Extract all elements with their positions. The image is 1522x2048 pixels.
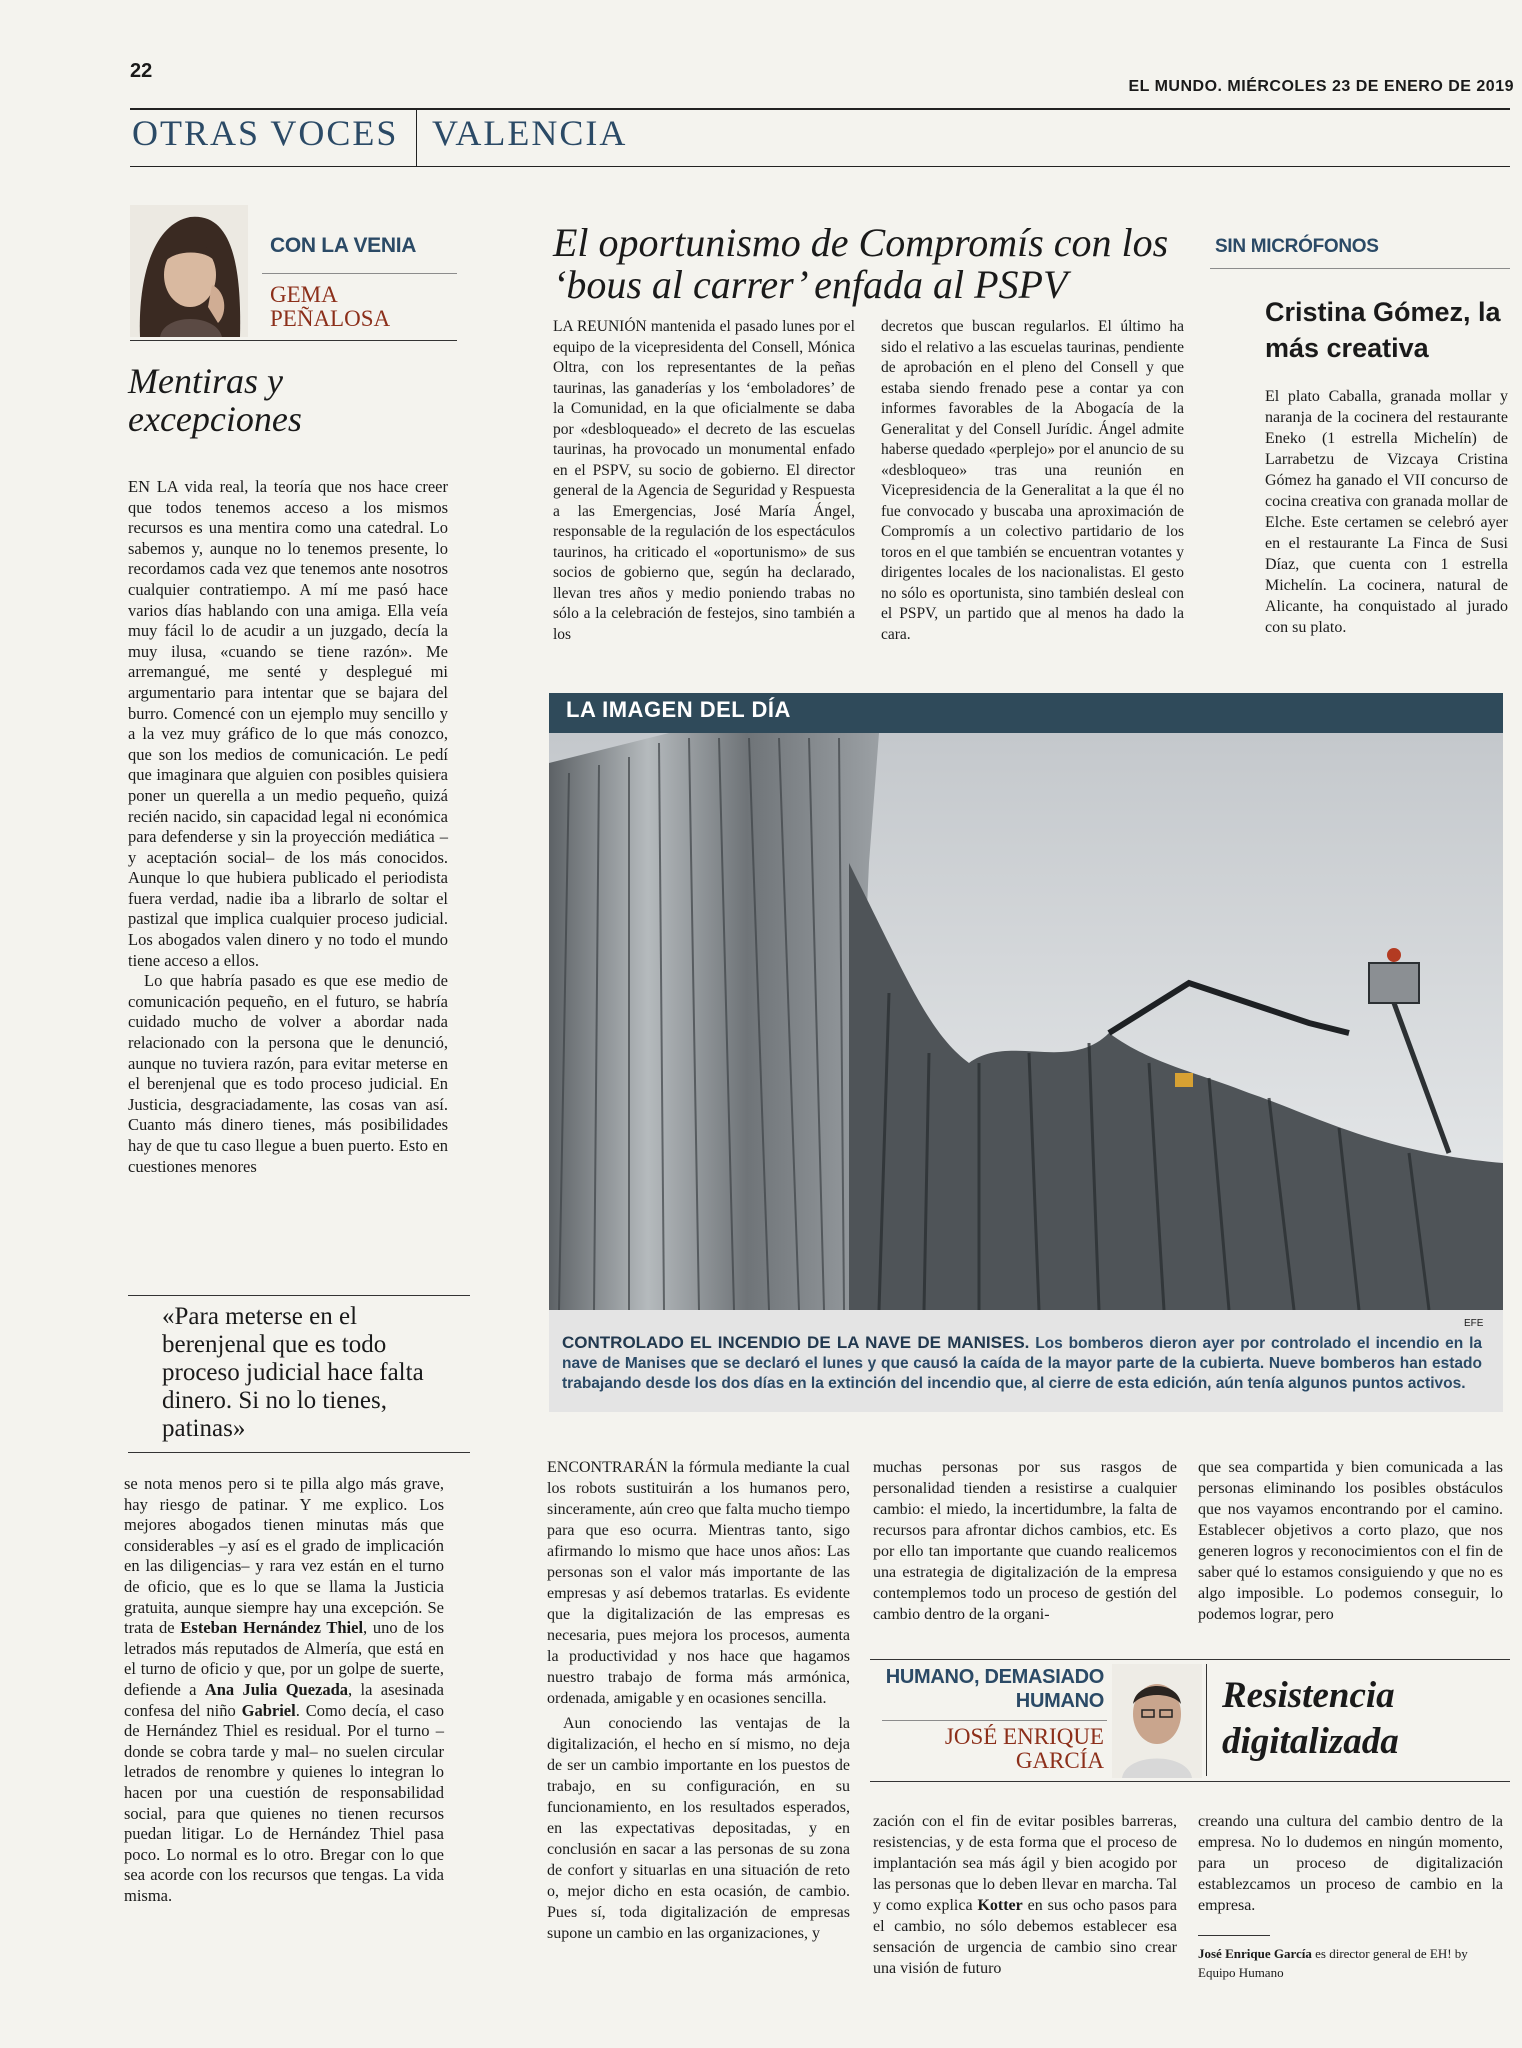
photo-credit: EFE: [1464, 1318, 1484, 1329]
author-photo-gema: [130, 205, 248, 337]
kicker-rule: [262, 273, 457, 274]
main-story-title: El oportunismo de Compromís con los ‘bous al carrer’ enfada al PSPV: [553, 220, 1169, 307]
author-name-gema: [270, 283, 390, 331]
kicker-humano-line2: HUMANO: [1015, 1690, 1104, 1712]
sin-microfonos-body: [1265, 386, 1508, 638]
resistencia-col1: [547, 1457, 850, 1944]
resistencia-paragraph-3: muchas personas por sus rasgos de personalidad tienden a resistirse a cualquier cambio: el miedo, la incertidumbre, la falta de recursos para afrontar dichos cambios, etc. Es por ello tan importante que cuando realicemos una estrategia de digitalización de la empresa contemplemos todo un proceso de gestión del cambio dentro de la organi-: [873, 1459, 1177, 1623]
page-number: 22: [130, 60, 153, 82]
resistencia-header-rule-bottom: [870, 1781, 1510, 1782]
photo-illustration: [549, 733, 1503, 1310]
author-rule: [130, 340, 457, 341]
main-story-paragraph-2: decretos que buscan regularlos. El último ha sido el relativo a las escuelas taurinas, pendiente de aprobación en el pleno del Consell y que estaba siendo frenado pese a contar ya con informes favorables de la Abogacía de la Generalitat y del Consell Jurídic. Ángel admite haberse quedado «perplejo» por el anuncio de su «desbloqueo» tras una reunión en Vicepresidencia de la Generalitat a la que él no fue convocado y buscaba una aproximación de Compromís a un colectivo partidario de los toros en el que también se encuentran votantes y dirigentes locales de los nacionalistas. El gesto no sólo es oportunista, sino también desleal con el PSPV, un partido que al menos ha dado la cara.: [881, 318, 1184, 643]
resistencia-paragraph-6: creando una cultura del cambio dentro de la empresa. No lo dudemos en ningún momento, para un proceso de digitalización establezcamos un proceso de cambio en la empresa.: [1198, 1813, 1503, 1914]
author-name-line1: GEMA: [270, 282, 338, 307]
sin-microfonos-rule: [1210, 268, 1510, 269]
pullquote-rule-bottom: [128, 1452, 470, 1453]
sin-microfonos-title: Cristina Gómez, la más creativa: [1265, 297, 1501, 363]
resistencia-header-divider: [1206, 1664, 1207, 1776]
resistencia-col2-top: [873, 1457, 1177, 1625]
kicker-con-la-venia: CON LA VENIA: [270, 234, 417, 257]
resistencia-col2-bottom: [873, 1811, 1177, 1979]
main-story-paragraph-1: LA REUNIÓN mantenida el pasado lunes por el equipo de la vicepresidenta del Consell, Mónica Oltra, con los representantes de la peñas taurinas, las ganaderías y los ‘emboladores’ de la Comunidad, en la que oficialmente se daba por «desbloqueado» el decreto de las escuelas taurinas, ha provocado un monumental enfado en el PSPV, su socio de gobierno. El director general de la Agencia de Seguridad y Respuesta a las Emergencias, José María Ángel, responsable de la regulación de los espectáculos taurinos, ha criticado el «oportunismo» de sus socios de gobierno que, según ha declarado, llevan tres años y medio poniendo trabas no sólo a la celebración de festejos, sino también a los: [553, 318, 855, 643]
kicker-humano-rule: [882, 1720, 1107, 1721]
resistencia-title: Resistencia digitalizada: [1222, 1675, 1399, 1762]
author-jose-line2: GARCÍA: [1015, 1748, 1104, 1773]
main-story-col2: [881, 317, 1184, 645]
resistencia-text-a: zación con el fin de evitar posibles barreras, resistencias, y de esta forma que el proceso de implantación sea más ágil y bien acogido por las personas que lo deben llevar en marcha. Tal y como explica: [873, 1813, 1177, 1914]
kicker-humano-line1: HUMANO, DEMASIADO: [885, 1666, 1104, 1688]
column-paragraph-2: Lo que habría pasado es que ese medio de comunicación pequeño, en el futuro, se habría cuidado mucho de volver a abordar nada relacionado con la persona que le denunció, aunque no tuviera razón, para evitar meterse en el berenjenal que es todo proceso judicial. En Justicia, desgraciadamente, las cosas van así. Cuanto más dinero tienes, más posibilidades hay de que tu caso llegue a buen puerto. Esto en cuestiones menores: [128, 971, 448, 1176]
photo-caption: [562, 1333, 1482, 1394]
header-rule-bottom: [130, 166, 1510, 167]
author-bio-name: José Enrique García: [1198, 1946, 1312, 1961]
section-divider: [416, 108, 417, 166]
column-body-top: [128, 477, 448, 1177]
photo-caption-head: CONTROLADO EL INCENDIO DE LA NAVE DE MANISES.: [562, 1333, 1030, 1352]
bold-name-kotter: Kotter: [977, 1897, 1023, 1914]
main-story-col1: [553, 317, 855, 645]
resistencia-paragraph-2: Aun conociendo las ventajas de la digitalización, el hecho en sí mismo, no deja de ser un cambio importante en los puestos de trabajo, en su configuración, en su funcionamiento, en los resultados esperados, en las expectativas depositadas, y en conclusión en sacar a las personas de su zona de confort y situarlas en una situación de reto o, mejor dicho en esta ocasión, de cambio. Pues sí, toda digitalización de empresas supone un cambio en las organizaciones, y: [547, 1715, 850, 1942]
kicker-sin-microfonos: SIN MICRÓFONOS: [1215, 236, 1379, 257]
column-text-part4: . Como decía, el caso de Hernández Thiel es residual. Por el turno –donde se cobra tarde y mal– no suelen circular letrados de renombre y quienes lo integran lo hacen por una cuestión de responsabilidad social, para que quienes no tienen recursos puedan litigar. Lo de Hernández Thiel pasa poco. Lo normal es lo otro. Bregar con lo que sea acorde con los recursos que tengas. La vida misma.: [124, 1700, 444, 1905]
section-title-right: VALENCIA: [432, 113, 628, 153]
author-bio-text: es director general de EH! by Equipo Humano: [1198, 1946, 1468, 1980]
kicker-humano: [882, 1665, 1104, 1713]
bold-name-ana-julia: Ana Julia Quezada: [204, 1679, 349, 1699]
photo-caption-body: Los bomberos dieron ayer por controlado el incendio en la nave de Manises que se declaró el lunes y que causó la caída de la mayor parte de la cubierta. Nueve bomberos han estado trabajando desde los dos días en la extinción del incendio que, al cierre de esta edición, aún tenía algunos puntos activos.: [562, 1335, 1482, 1392]
resistencia-paragraph-1: ENCONTRARÁN la fórmula mediante la cual los robots sustituirán a los humanos pero, sinceramente, aún creo que falta mucho tiempo para que eso ocurra. Mientras tanto, sigo afirmando lo mismo que hace unos años: Las personas son el valor más importante de las empresas y así debemos tratarlas. Es evidente que la digitalización de las empresas es necesaria, pues mejora los procesos, aumenta la productividad y nos hace que hagamos nuestro trabajo de forma más armónica, ordenada, amigable y en ocasiones sencilla.: [547, 1459, 850, 1707]
author-name-line2: PEÑALOSA: [270, 306, 391, 331]
bio-rule: [1198, 1935, 1270, 1936]
column-text-part3: , la asesinada confesa del niño: [124, 1679, 444, 1720]
pull-quote: «Para meterse en el berenjenal que es todo proceso judicial hace falta dinero. Si no lo tienes, patinas»: [162, 1303, 424, 1442]
portrait-illustration-2: [1112, 1664, 1202, 1778]
section-title-left: OTRAS VOCES: [132, 113, 399, 153]
column-body-bottom: [124, 1474, 444, 1906]
resistencia-col3-bottom: [1198, 1811, 1503, 1916]
column-text-part2: , uno de los letrados más reputados de Almería, que está en el turno de oficio y que, por un golpe de suerte, defiende a: [124, 1618, 444, 1699]
header-rule-top: [130, 108, 1510, 110]
author-jose-line1: JOSÉ ENRIQUE: [944, 1724, 1104, 1749]
resistencia-paragraph-5: [873, 1811, 1177, 1979]
photo-fire-manises: [549, 733, 1503, 1310]
author-name-jose-enrique: [882, 1725, 1104, 1773]
column-paragraph-3: [124, 1474, 444, 1906]
pullquote-rule-top: [128, 1295, 470, 1296]
column-title-mentiras: Mentiras y excepciones: [128, 361, 302, 439]
portrait-illustration: [130, 205, 248, 337]
column-paragraph-1: EN LA vida real, la teoría que nos hace creer que todos tenemos acceso a los mismos recursos es una mentira como una catedral. Lo sabemos y, aunque no lo tenemos presente, lo recordamos cada vez que tenemos ante nosotros cualquier contratiempo. A mí me pasó hace varios días hablando con una amiga. Ella veía muy fácil lo de acudir a un juzgado, decía la muy ilusa, «cuando se tiene razón». Me arremangué, me senté y desplegué mi argumentario para intentar que se bajara del burro. Comencé con un ejemplo muy sencillo y a la vez muy gráfico de lo que más conozco, que son los medios de comunicación. Le pedí que imaginara que alguien con posibles quisiera poner un querella a un medio pequeño, quizá recién nacido, sin capacidad legal ni económica para defenderse y sin la proyección mediática –y aceptación social– de los más conocidos. Aunque lo que hubiera publicado el periodista fuera verdad, nadie iba a librarlo de soltar el pastizal que implica cualquier proceso judicial. Los abogados valen dinero y no todo el mundo tiene acceso a ellos.: [128, 477, 448, 970]
sin-microfonos-paragraph: El plato Caballa, granada mollar y naranja de la cocinera del restaurante Eneko (1 estrella Michelín) de Larrabetzu de Vizcaya Cristina Gómez ha ganado el VII concurso de cocina creativa con granada mollar de Elche. Este certamen se celebró ayer en el restaurante La Finca de Susi Díaz, que cuenta con 1 estrella Michelín. La cocinera, natural de Alicante, ha conquistado al jurado con su plato.: [1265, 388, 1508, 636]
author-bio: [1198, 1944, 1498, 1982]
resistencia-paragraph-4: que sea compartida y bien comunicada a las personas eliminando los posibles obstáculos que nos vayamos encontrando por el camino. Establecer objetivos a corto plazo, que nos generen logros y reconocimientos con el fin de saber qué lo estamos consiguiendo y que no es algo imposible. Lo podemos conseguir, lo podemos lograr, pero: [1198, 1459, 1503, 1623]
resistencia-text-b: en sus ocho pasos para el cambio, no sólo debemos establecer esa sensación de urgencia de cambio sino crear una visión de futuro: [873, 1897, 1177, 1977]
dateline: EL MUNDO. MIÉRCOLES 23 DE ENERO DE 2019: [1128, 78, 1514, 95]
column-text-part1: se nota menos pero si te pilla algo más grave, hay riesgo de patinar. Y me explico. Los mejores abogados tienen minutas más que considerables –y así es el grado de implicación en las diligencias– y rara vez están en el turno de oficio, que es lo que se llama la Justicia gratuita, aunque siempre hay una excepción. Se trata de: [124, 1474, 444, 1638]
author-photo-jose-enrique: [1112, 1664, 1202, 1778]
photo-label: LA IMAGEN DEL DÍA: [566, 697, 791, 722]
resistencia-col3-top: [1198, 1457, 1503, 1625]
bold-name-esteban: Esteban Hernández Thiel: [180, 1618, 364, 1638]
resistencia-header-rule-top: [870, 1659, 1510, 1660]
bold-name-gabriel: Gabriel: [241, 1700, 296, 1720]
